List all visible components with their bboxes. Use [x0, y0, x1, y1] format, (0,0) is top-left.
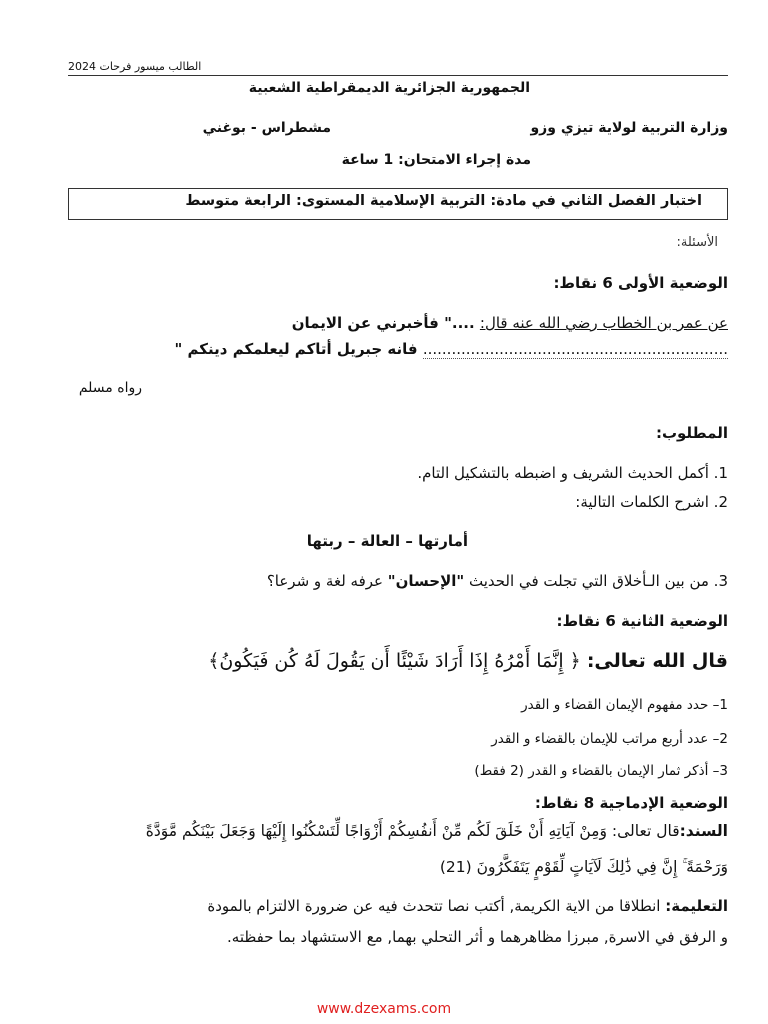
- question-3-keyword: "الإحسان": [387, 572, 465, 590]
- region-label: مشطراس - بوغني: [202, 120, 331, 136]
- hadith-line-2: [175, 340, 729, 358]
- task-2: 2– عدد أربع مراتب للإيمان بالقضاء و القدر: [491, 731, 728, 747]
- question-3: [267, 572, 728, 590]
- instruction-text-1: انطلاقا من الاية الكريمة, أكتب نصا تتحدث فيه عن ضرورة الالتزام بالمودة: [207, 897, 666, 915]
- sanad-line-1: [146, 822, 728, 840]
- hadith-line-1: [292, 314, 728, 332]
- task-3: 3– أذكر ثمار الإيمان بالقضاء و القدر (2 فقط): [474, 763, 728, 779]
- republic-title: الجمهورية الجزائرية الديمقراطية الشعبية: [248, 80, 530, 96]
- sanad-text-1: قال تعالى: وَمِنْ آيَاتِهِ أَنْ خَلَقَ لَكُم مِّنْ أَنفُسِكُمْ أَزْوَاجًا لِّتَسْكُنُوا إِلَيْهَا وَجَعَلَ بَيْنَكُم مَّوَدَّةً: [145, 822, 680, 840]
- situation2-title: الوضعية الثانية 6 نقاط:: [556, 612, 728, 630]
- footer-website-link[interactable]: www.dzexams.com: [316, 1001, 452, 1017]
- situation3-title: الوضعية الإدماجية 8 نقاط:: [534, 794, 728, 812]
- narration-label: رواه مسلم: [78, 380, 142, 396]
- hadith-line1-rest: ...." فأخبرني عن الايمان: [291, 314, 480, 332]
- words-to-explain: أمارتها – العالة – ربتها: [306, 532, 468, 550]
- student-name: الطالب ميسور فرحات 2024: [68, 60, 202, 73]
- sanad-label: السند:: [679, 822, 728, 840]
- question-1: 1. أكمل الحديث الشريف و اضبطه بالتشكيل التام.: [417, 464, 728, 482]
- hadith-intro: عن عمر بن الخطاب رضي الله عنه قال:: [479, 314, 728, 332]
- header-divider: [68, 75, 728, 76]
- sanad-line-2: وَرَحْمَةً ۚ إِنَّ فِي ذَٰلِكَ لَآيَاتٍ لِّقَوْمٍ يَتَفَكَّرُونَ (21): [439, 858, 728, 876]
- task-1: 1– حدد مفهوم الإيمان القضاء و القدر: [521, 697, 728, 713]
- verse-text: ﴿ إِنَّمَا أَمْرُهُ إِذَا أَرَادَ شَيْئًا أَن يَقُولَ لَهُ كُن فَيَكُونُ﴾: [208, 650, 587, 672]
- situation1-title: الوضعية الأولى 6 نقاط:: [553, 274, 728, 292]
- required-title: المطلوب:: [655, 424, 728, 442]
- question-2: 2. اشرح الكلمات التالية:: [575, 493, 728, 511]
- hadith-blank: ................................................................: [422, 340, 728, 358]
- question-3-before: 3. من بين الـأخلاق التي تجلت في الحديث: [464, 572, 728, 590]
- questions-label: الأسئلة:: [676, 235, 718, 250]
- question-3-after: عرفه لغة و شرعا؟: [266, 572, 388, 590]
- verse-label: قال الله تعالى:: [586, 650, 728, 672]
- verse-line: [208, 650, 728, 672]
- instruction-line-2: و الرفق في الاسرة, مبرزا مظاهرهما و أثر التحلي بهما, مع الاستشهاد بما حفظته.: [227, 928, 728, 946]
- hadith-line2-end: فانه جبريل أتاكم ليعلمكم دينكم ": [174, 340, 423, 358]
- instruction-label: التعليمة:: [665, 897, 728, 915]
- instruction-line-1: [207, 897, 728, 915]
- exam-title: اختبار الفصل الثاني في مادة: التربية الإسلامية المستوى: الرابعة متوسط: [185, 193, 702, 209]
- exam-duration: مدة إجراء الامتحان: 1 ساعة: [341, 152, 531, 168]
- ministry-label: وزارة التربية لولاية تيزي وزو: [530, 120, 728, 136]
